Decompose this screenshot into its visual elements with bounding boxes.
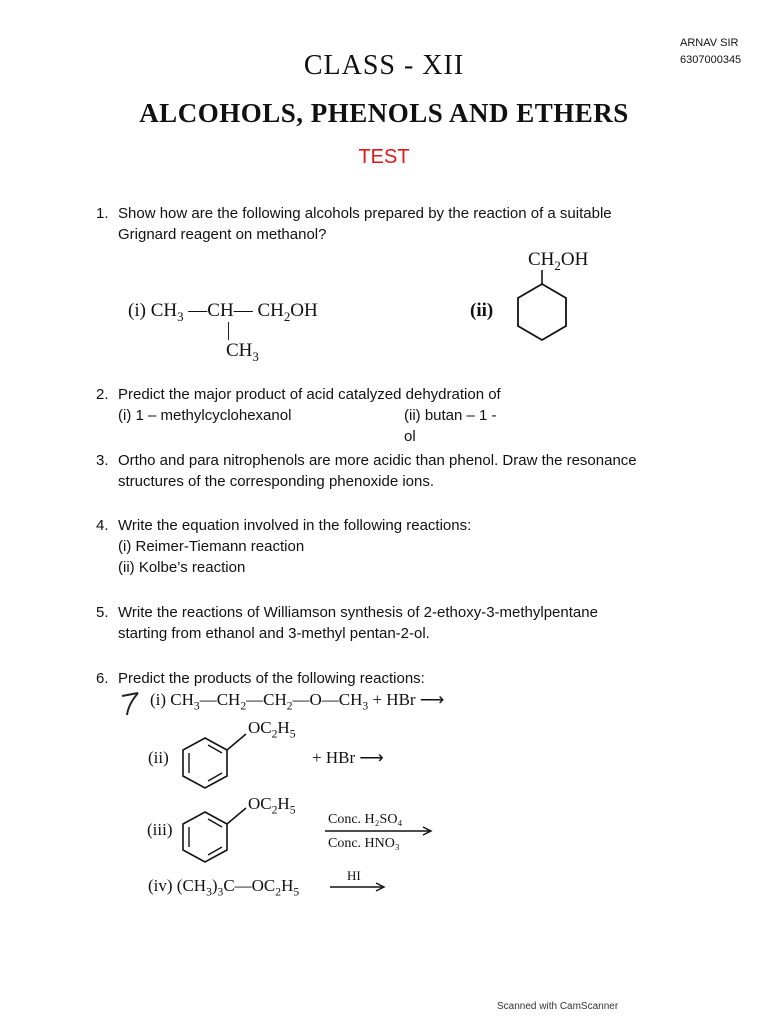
reaction-formula: $(CH_3)_3C—OC_2H_5$	[176, 876, 300, 899]
question-number: 6.	[96, 670, 109, 687]
reaction-arrow-icon	[330, 882, 390, 892]
hbr-text: + HBr	[312, 748, 356, 767]
oc2h5-iii: $OC_2H_5$	[248, 794, 296, 817]
formula-main: $CH_3$ —CH— $CH_2OH$	[150, 300, 318, 324]
class-title: CLASS - XII	[303, 50, 465, 81]
option-i: (i) Reimer-Tiemann reaction	[118, 538, 305, 555]
reaction-hbr: + HBr ⟶	[312, 748, 384, 767]
ch2oh-label: $CH_2OH$	[528, 249, 589, 273]
question-text: Write the equation involved in the following reactions:	[118, 517, 472, 534]
reaction-iv	[148, 876, 299, 898]
question-text-cont: starting from ethanol and 3-methyl pentan-2-ol.	[118, 625, 430, 642]
structure-i	[128, 300, 318, 325]
conc-hno3: Conc. HNO₃	[328, 836, 400, 851]
part-label: (i)	[128, 300, 146, 321]
question-2	[96, 384, 501, 445]
question-text: Ortho and para nitrophenols are more acidic than phenol. Draw the resonance	[118, 452, 637, 469]
question-3	[96, 450, 637, 492]
reaction-formula: $CH_3—CH_2—CH_2—O—CH_3$ + HBr ⟶	[170, 690, 445, 713]
question-number: 5.	[96, 604, 109, 621]
reaction-label-iii: (iii)	[147, 820, 173, 839]
question-number: 2.	[96, 386, 109, 403]
author-phone: 6307000345	[680, 54, 742, 66]
subject-title: ALCOHOLS, PHENOLS AND ETHERS	[139, 98, 629, 128]
author-name: ARNAV SIR	[680, 37, 739, 49]
test-label: TEST	[358, 146, 410, 168]
methyl-branch: $CH_3$	[226, 340, 259, 364]
handwritten-mark-icon	[118, 690, 144, 718]
scanner-watermark: Scanned with CamScanner	[497, 1001, 619, 1012]
question-number: 4.	[96, 517, 109, 534]
reaction-i	[150, 690, 444, 712]
option-ii: (ii) Kolbe’s reaction	[118, 559, 246, 576]
question-text: Predict the major product of acid catalyzed dehydration of	[118, 386, 501, 403]
reaction-label: (iv)	[148, 876, 173, 895]
question-number: 1.	[96, 205, 109, 222]
reaction-arrow-icon	[325, 826, 437, 836]
question-6	[96, 668, 425, 689]
question-text: Write the reactions of Williamson synthesis of 2-ethoxy-3-methylpentane	[118, 604, 598, 621]
cyclohexane-ring	[505, 268, 585, 352]
conc-h2so4: Conc. H₂SO₄	[328, 812, 403, 827]
question-5	[96, 602, 598, 644]
question-text: Show how are the following alcohols prepared by the reaction of a suitable	[118, 205, 612, 222]
option-i: (i) 1 – methylcyclohexanol	[118, 407, 292, 424]
question-number: 3.	[96, 452, 109, 469]
reaction-label: (i)	[150, 690, 167, 709]
question-1	[96, 203, 612, 245]
question-text-cont: Grignard reagent on methanol?	[118, 226, 327, 243]
question-4	[96, 515, 471, 578]
hi-reagent: HI	[347, 868, 361, 883]
question-text: Predict the products of the following reactions:	[118, 670, 425, 687]
question-text-cont: structures of the corresponding phenoxide ions.	[118, 473, 435, 490]
reaction-label-ii: (ii)	[148, 748, 169, 767]
option-ii: (ii) butan – 1 - ol	[404, 407, 497, 445]
bond-line	[228, 322, 229, 340]
oc2h5-ii: $OC_2H_5$	[248, 718, 296, 741]
part-label: (ii)	[470, 300, 494, 321]
